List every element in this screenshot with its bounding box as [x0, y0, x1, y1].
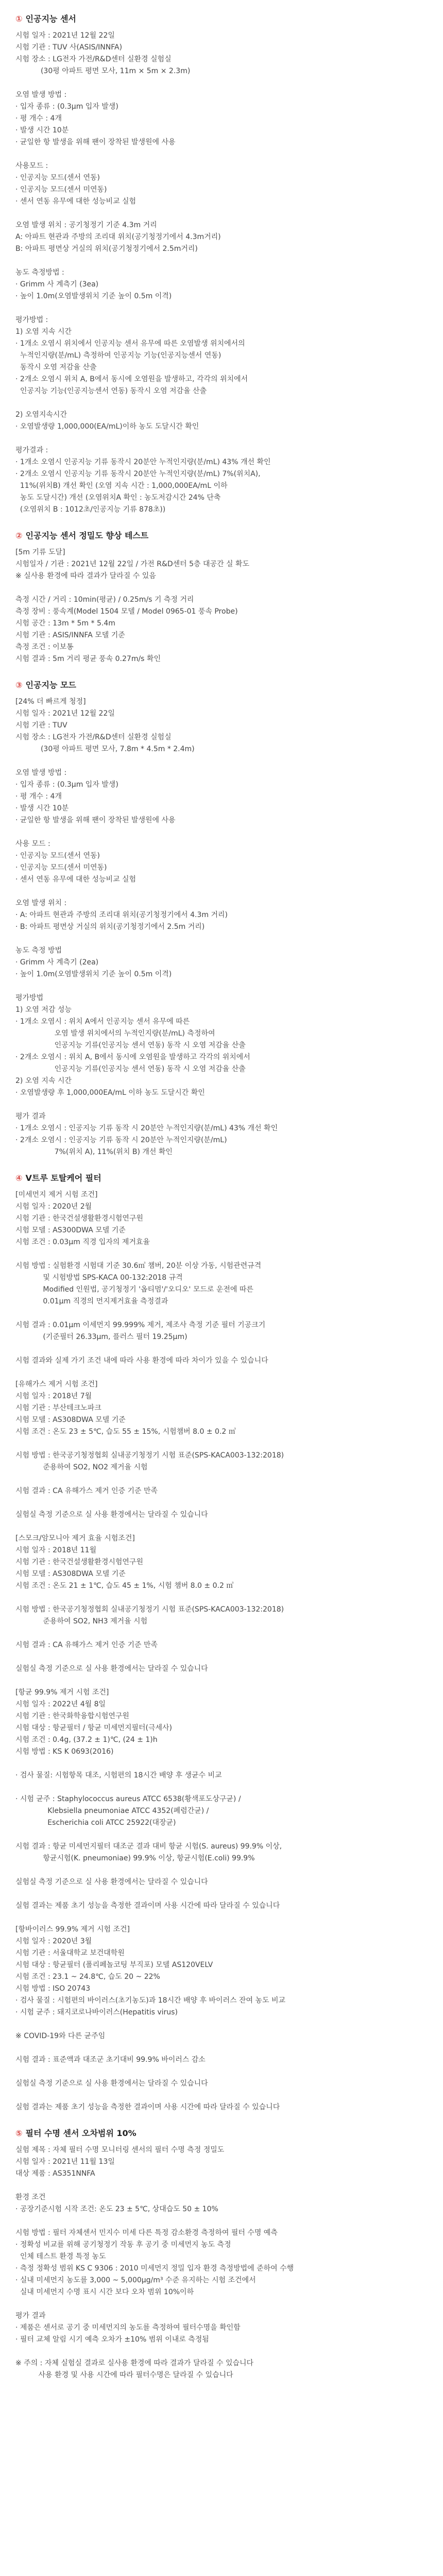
spec-line: 시험 대상 : 항균필터 (폴리페놀코팅 부직포) 모델 AS120VELV — [15, 1961, 213, 1969]
spec-line — [15, 1438, 428, 1450]
spec-line: · 검사 물질 : 시험편의 바이러스(초기농도)과 18시간 배양 후 바이러스 잔여 농도 비교 — [15, 1996, 286, 2005]
spec-line: · 2개소 오염시 : 위치 A, B에서 동시에 오염원을 발생하고 각각의 위치에서 — [15, 1053, 250, 1061]
spec-line — [15, 826, 428, 838]
spec-line: · 오염발생량 1,000,000(EA/mL)이하 농도 도달시간 확인 — [15, 422, 199, 431]
spec-line: 1) 오염 지속 시간 — [15, 328, 72, 336]
spec-line: · 정확성 비교를 위해 공기청정기 작동 후 공기 중 미세먼지 농도 측정 — [15, 2241, 231, 2249]
section-title — [15, 2127, 428, 2140]
spec-line: 시험 방법 : 한국공기청정협회 실내공기청정기 시험 표준(SPS-KACA003-132:2018) — [15, 1605, 284, 1614]
spec-line: · Grimm 사 계측기 (3ea) — [15, 280, 99, 289]
section-filter — [15, 1172, 428, 2113]
spec-line: · 시험 균주 : Staphylococcus aureus ATCC 6538(황색포도상구균) / — [15, 1795, 241, 1803]
spec-line: 시험 일자 : 2018년 7월 — [15, 1392, 92, 1400]
spec-line: · 인공지능 모드(센서 미연동) — [15, 185, 107, 194]
spec-line — [15, 1367, 428, 1379]
spec-line: · Grimm 사 계측기 (2ea) — [15, 958, 99, 967]
spec-line — [15, 2298, 428, 2310]
spec-line: · 평 개수 : 4개 — [15, 114, 62, 123]
spec-line — [15, 1628, 428, 1639]
section-title-text: V트루 토탈케어 필터 — [25, 1173, 101, 1183]
spec-line — [15, 582, 428, 594]
spec-line: 시험 방법 : ISO 20743 — [15, 1985, 91, 1993]
spec-line: 시험 일자 : 2021년 12월 22일 — [15, 709, 115, 718]
spec-line: 시험 장소 : LG전자 가전/R&D센터 실환경 실험실 — [15, 733, 172, 741]
spec-line: 실험실 측정 기준으로 실 사용 환경에서는 달라질 수 있습니다 — [15, 1878, 208, 1886]
section-body — [15, 1189, 428, 2113]
spec-line — [15, 1758, 428, 1770]
spec-line: (30평 아파트 평면 모사, 11m × 5m × 2.3m) — [15, 67, 191, 75]
spec-line: 7%(위치 A), 11%(위치 B) 개선 확인 — [15, 1148, 173, 1156]
spec-line — [15, 1829, 428, 1841]
spec-line: [항바이러스 99.9% 제거 시험 조건] — [15, 1925, 130, 1934]
section-title — [15, 1172, 428, 1185]
section-number: ② — [15, 531, 23, 540]
spec-line: · B: 아파트 평면상 거실의 위치(공기청정기에서 2.5m 거리) — [15, 923, 205, 931]
spec-line: · 인공지능 모드(센서 미연동) — [15, 863, 107, 872]
spec-line: 시험 조건 : 0.03μm 직경 입자의 제거효율 — [15, 1238, 150, 1246]
spec-line: 실험 제목 : 자체 필터 수명 모니터링 센서의 필터 수명 측정 정밀도 — [15, 2146, 225, 2154]
spec-line: 시험 방법 : 필터 자체센서 민지수 미세 다른 특정 감소환경 측정하여 필터 수명 예측 — [15, 2229, 278, 2237]
spec-line: 사용 환경 및 사용 시간에 따라 필터수명은 달라질 수 있습니다 — [15, 2371, 233, 2379]
spec-line: 2) 오염 지속 시간 — [15, 1077, 72, 1085]
spec-line: 시험 일자 : 2021년 12월 22일 — [15, 31, 115, 40]
spec-line — [15, 933, 428, 945]
spec-line — [15, 1912, 428, 1924]
spec-line: 시험 결과 : 표준액과 대조군 초기대비 99.9% 바이러스 감소 — [15, 2056, 206, 2064]
spec-line — [15, 2180, 428, 2192]
spec-line: 시험 결과 : 5m 거리 평균 풍속 0.27m/s 확인 — [15, 655, 161, 663]
spec-line: 측정 장비 : 풍속계(Model 1504 모델 / Model 0965-01 풍속 Probe) — [15, 607, 238, 616]
spec-line: 농도 측정방법 : — [15, 268, 64, 277]
spec-line: ※ COVID-19와 다른 균주임 — [15, 2032, 106, 2040]
section-title — [15, 529, 428, 543]
spec-line: 농도 측정 방법 — [15, 946, 62, 955]
spec-line: 시험 조건 : 온도 23 ± 5℃, 습도 55 ± 15%, 시험챔버 8.0 ± 0.2 ㎥ — [15, 1428, 236, 1436]
spec-line: 실험 결과는 제품 초기 성능을 측정한 결과이며 사용 시간에 따라 달라질 수 있습니다 — [15, 2103, 280, 2111]
spec-line: · 2개소 오염시 위치 A, B에서 동시에 오염원을 발생하고, 각각의 위치에서 — [15, 375, 248, 383]
spec-line: 시험 결과 : CA 유해가스 제거 인증 기준 만족 — [15, 1641, 158, 1649]
spec-line: 준용하여 SO2, NH3 제거율 시험 — [15, 1617, 148, 1625]
spec-line — [15, 397, 428, 409]
spec-line: 시험 기관 : TUV — [15, 721, 67, 730]
spec-line — [15, 1497, 428, 1509]
spec-line: 시험 일자 : 2018년 11월 — [15, 1546, 97, 1554]
spec-line: · 발생 시간 10분 — [15, 804, 69, 812]
spec-line — [15, 1865, 428, 1876]
spec-line: 인공지능 기류(인공지능 센서 연동) 동작 시 오염 저감율 산출 — [15, 1041, 246, 1049]
spec-line — [15, 2019, 428, 2030]
spec-line: 실험실 측정 기준으로 실 사용 환경에서는 달라질 수 있습니다 — [15, 1665, 208, 1673]
spec-line: 환경 조건 — [15, 2193, 46, 2201]
spec-line: 인체 테스트 환경 특정 농도 — [15, 2252, 106, 2261]
spec-line: 평가방법 : — [15, 316, 48, 324]
spec-line: · 2개소 오염시 : 인공지능 기류 동작 시 20분안 누적인지량(분/mL) — [15, 1136, 227, 1144]
spec-line: 시험 기관 : TUV 사(ASIS/INNFA) — [15, 43, 123, 52]
spec-line: 시험일자 / 기관 : 2021년 12월 22일 / 가전 R&D센터 5층 대공간 실 확도 — [15, 560, 250, 568]
spec-line: · 센서 연동 유무에 대한 성능비교 실험 — [15, 875, 137, 884]
spec-line: · 검사 물질: 시험항목 대조, 시험편의 18시간 배양 후 생균수 비교 — [15, 1771, 222, 1780]
spec-line — [15, 433, 428, 445]
spec-line — [15, 255, 428, 267]
spec-line — [15, 755, 428, 767]
spec-line: 실험실 측정 기준으로 실 사용 환경에서는 달라질 수 있습니다 — [15, 1511, 208, 1519]
spec-line: 시험 일자 : 2020년 3월 — [15, 1937, 92, 1945]
spec-line: 시험 조건 : 온도 21 ± 1℃, 습도 45 ± 1%, 시험 챔버 8.0 ± 0.2 ㎥ — [15, 1582, 234, 1590]
section-number: ① — [15, 14, 23, 24]
spec-line: [유해가스 제거 시험 조건] — [15, 1380, 98, 1388]
section-filter-life — [15, 2127, 428, 2381]
spec-line: 시험 일자 : 2021년 11월 13일 — [15, 2158, 115, 2166]
spec-line: (30평 아파트 평면 모사, 7.8m * 4.5m * 2.4m) — [15, 745, 195, 753]
spec-line: 평가 결과 — [15, 1112, 46, 1121]
section-body — [15, 696, 428, 1158]
spec-line — [15, 1675, 428, 1687]
section-title-text: 인공지능 센서 — [25, 14, 76, 24]
spec-line: · 필터 교체 알림 시기 예측 오차가 ±10% 범위 이내로 측정됨 — [15, 2335, 209, 2344]
spec-line: 시험 방법 : KS K 0693(2016) — [15, 1748, 114, 1756]
spec-line: 시험 결과 : 항균 미세먼지필터 대조군 결과 대비 항균 시험(S. aureus) 99.9% 이상, — [15, 1842, 282, 1851]
spec-line — [15, 1592, 428, 1604]
section-body — [15, 30, 428, 516]
spec-line: [미세먼지 제거 시험 조건] — [15, 1191, 98, 1199]
spec-line: 시험 공간 : 13m * 5m * 5.4m — [15, 619, 115, 628]
spec-line: [5m 기류 도달] — [15, 548, 65, 556]
spec-line: 실험 결과는 제품 초기 성능을 측정한 결과이며 사용 시간에 따라 달라질 수 있습니다 — [15, 1902, 280, 1910]
section-title-text: 필터 수명 센서 오차범위 10% — [25, 2128, 137, 2138]
spec-line: 평가방법 — [15, 994, 44, 1002]
spec-line: 측정 시간 / 거리 : 10min(평균) / 0.25m/s 기 측정 거리 — [15, 596, 194, 604]
spec-line — [15, 2215, 428, 2227]
spec-line: 동작시 오염 저감율 산출 — [15, 363, 97, 371]
spec-line: (기준필터 26.33μm, 플러스 필터 19.25μm) — [15, 1333, 188, 1341]
spec-line: [항균 99.9% 제거 시험 조건] — [15, 1688, 109, 1697]
spec-line: 오염 발생 위치 : 공기청정기 기준 4.3m 거리 — [15, 221, 157, 229]
spec-line: · 입자 종류 : (0.3μm 입자 발생) — [15, 781, 118, 789]
spec-line: 인공지능 기류(인공지능 센서 연동) 동작 시 오염 저감율 산출 — [15, 1065, 246, 1073]
spec-line: · 1개소 오염시 위치에서 인공지능 센서 유무에 따른 오염발생 위치에서의 — [15, 340, 245, 348]
spec-line: Modified 인원법, 공기청정기 '옵티멈'/'오디오' 모드로 운전에 따른 — [15, 1285, 253, 1294]
spec-line: 1) 오염 저감 성능 — [15, 1006, 72, 1014]
spec-line: 시험 기관 : 부산테크노파크 — [15, 1404, 101, 1412]
spec-line: 시험 방법 : 한국공기청정협회 실내공기청정기 시험 표준(SPS-KACA003-132:2018) — [15, 1451, 284, 1460]
spec-line: 오염 발생 방법 : — [15, 769, 67, 777]
spec-line: 시험 결과 : CA 유해가스 제거 인증 기준 만족 — [15, 1487, 158, 1495]
spec-line — [15, 1248, 428, 1260]
spec-line: 실험실 측정 기준으로 실 사용 환경에서는 달라질 수 있습니다 — [15, 2079, 208, 2088]
spec-line: 시험 모델 : AS300DWA 모델 기준 — [15, 1226, 126, 1234]
spec-line: 오염 발생 위치 : — [15, 899, 67, 907]
spec-line: 및 시험방법 SPS-KACA 00-132:2018 규격 — [15, 1274, 183, 1282]
spec-line: · 1개소 오염시 인공지능 기류 동작시 20분안 누적인지량(분/mL) 43% 개선 확인 — [15, 458, 271, 466]
spec-line — [15, 1308, 428, 1319]
spec-line: 측정 조건 : 이보통 — [15, 643, 74, 651]
spec-line: 시험 결과와 실제 가기 조건 내에 따라 사용 환경에 따라 차이가 있을 수 있습니다 — [15, 1357, 268, 1365]
spec-line: · 발생 시간 10분 — [15, 126, 69, 134]
spec-line — [15, 2090, 428, 2102]
section-title-text: 인공지능 모드 — [25, 680, 76, 690]
spec-line: · 균일한 항 발생을 위해 팬이 장착된 발생원에 사용 — [15, 138, 176, 146]
spec-line: 실내 미세먼지 수명 표시 시간 보다 오차 범위 10%이하 — [15, 2288, 194, 2296]
spec-line: 시험 조건 : 23.1 ~ 24.8℃, 습도 20 ~ 22% — [15, 1973, 160, 1981]
spec-line: 2) 오염지속시간 — [15, 411, 67, 419]
spec-line — [15, 980, 428, 992]
spec-line — [15, 77, 428, 89]
section-number: ③ — [15, 680, 23, 690]
spec-line: 시험 기관 : 서울대학교 보건대학원 — [15, 1949, 125, 1957]
spec-line: · 2개소 오염시 인공지능 기류 동작시 20분안 누적인지량(분/mL) 7%(위치A), — [15, 470, 261, 478]
section-title-text: 인공지능 센서 정밀도 향상 테스트 — [25, 531, 149, 540]
spec-line: ※ 실사용 환경에 따라 결과가 달라질 수 있음 — [15, 572, 156, 580]
spec-line: 사용 모드 : — [15, 840, 50, 848]
spec-line: · 공장기준시험 시작 조건: 온도 23 ± 5℃, 상대습도 50 ± 10% — [15, 2205, 218, 2213]
section-ai-mode — [15, 679, 428, 1158]
spec-line: 11%(위치B) 개선 확인 (오염 지속 시간 : 1,000,000EA/mL 이하 — [15, 482, 228, 490]
spec-line: · 오염발생량 후 1,000,000EA/mL 이하 농도 도달시간 확인 — [15, 1089, 205, 1097]
spec-line — [15, 1473, 428, 1485]
spec-line: Escherichia coli ATCC 25922(대장균) — [15, 1819, 176, 1827]
spec-line: · 높이 1.0m(오염발생위치 기준 높이 0.5m 이격) — [15, 970, 172, 978]
spec-line: · 측정 정확성 범위 KS C 9306 : 2010 미세먼지 정밀 입자 환경 측정방법에 준하여 수행 — [15, 2264, 294, 2273]
spec-line — [15, 1343, 428, 1355]
spec-line: 시험 대상 : 항균필터 / 항균 미세먼지필터(극세사) — [15, 1724, 173, 1732]
spec-line: · 평 개수 : 4개 — [15, 792, 62, 801]
spec-line: 0.01μm 직경의 먼지제거효율 측정결과 — [15, 1297, 168, 1306]
spec-line: 누적인지량(분/mL) 측정하여 인공지능 기능(인공지능센서 연동) — [15, 351, 222, 360]
section-body — [15, 547, 428, 665]
section-airflow — [15, 529, 428, 665]
spec-line: [24% 더 빠르게 청정] — [15, 698, 86, 706]
spec-line: 시험 기관 : 한국화학융합시험연구원 — [15, 1712, 129, 1720]
spec-line — [15, 148, 428, 160]
spec-line: Klebsiella pneumoniae ATCC 4352(폐렴간균) / — [15, 1807, 209, 1815]
spec-line — [15, 302, 428, 314]
spec-line: · 제품은 센서로 공기 중 미세먼지의 농도를 측정하여 필터수명을 확인함 — [15, 2324, 241, 2332]
spec-line: 시험 조건 : 0.4g, (37.2 ± 1)℃, (24 ± 1)h — [15, 1736, 158, 1744]
spec-line: 오염 발생 방법 : — [15, 91, 67, 99]
spec-line: 시험 기관 : ASIS/INNFA 모델 기준 — [15, 631, 125, 639]
spec-line: · 시험 균주 : 돼지코로나바이러스(Hepatitis virus) — [15, 2008, 178, 2016]
spec-line: [스모크/암모니아 제거 효율 시험조건] — [15, 1534, 135, 1543]
section-number: ④ — [15, 1173, 23, 1183]
spec-line: 시험 기관 : 한국건설생활환경시험연구원 — [15, 1214, 143, 1223]
spec-line: · 1개소 오염시 : 인공지능 기류 동작 시 20분안 누적인지량(분/mL) 43% 개선 확인 — [15, 1124, 278, 1132]
spec-line: · A: 아파트 현관과 주방의 조리대 위치(공기청정기에서 4.3m 거리) — [15, 911, 228, 919]
spec-line — [15, 1888, 428, 1900]
spec-line: 시험 모델 : AS308DWA 모델 기준 — [15, 1570, 126, 1578]
spec-line: 항균시험(K. pneumoniae) 99.9% 이상, 항균시험(E.coli) 99.9% — [15, 1854, 255, 1862]
spec-line: B: 아파트 평면상 거실의 위치(공기청정기에서 2.5m거리) — [15, 245, 198, 253]
spec-line — [15, 208, 428, 219]
spec-line: · 실내 미세먼지 농도를 3,000 ~ 5,000μg/m³ 수준 유지하는 시험 조건에서 — [15, 2276, 256, 2284]
spec-line — [15, 2346, 428, 2358]
spec-line: 대상 제품 : AS351NNFA — [15, 2170, 95, 2178]
spec-line — [15, 2066, 428, 2078]
spec-line — [15, 1099, 428, 1111]
section-number: ⑤ — [15, 2128, 23, 2138]
section-ai-sensor — [15, 12, 428, 516]
spec-line — [15, 1782, 428, 1793]
spec-line: 농도 도달시간) 개선 (오염위치A 확인 : 농도저감시간 24% 단축 — [15, 494, 221, 502]
spec-line — [15, 1651, 428, 1663]
spec-line: 오염 발생 위치에서의 누적인지량(분/mL) 측정하여 — [15, 1029, 215, 1038]
spec-line — [15, 886, 428, 897]
spec-line: 평가 결과 — [15, 2312, 46, 2320]
spec-line: 시험 모델 : AS308DWA 모델 기준 — [15, 1416, 126, 1424]
spec-line: 시험 기관 : 한국건설생활환경시험연구원 — [15, 1558, 143, 1566]
spec-line: ※ 주의 : 자체 실험실 결과로 실사용 환경에 따라 결과가 달라질 수 있습니다 — [15, 2359, 254, 2367]
spec-line — [15, 2042, 428, 2054]
spec-line: (오염위치 B : 1012초/인공지능 기류 878초)) — [15, 505, 166, 514]
section-body — [15, 2144, 428, 2381]
spec-line: 인공지능 기능(인공지능센서 연동) 동작시 오염 저감율 산출 — [15, 387, 207, 395]
section-title — [15, 12, 428, 26]
spec-line: A: 아파트 현관과 주방의 조리대 위치(공기청정기에서 4.3m거리) — [15, 233, 221, 241]
spec-line: · 인공지능 모드(센서 연동) — [15, 174, 100, 182]
spec-line: 평가결과 : — [15, 446, 48, 454]
spec-line: 시험 결과 : 0.01μm 이세먼지 99.999% 제거, 제조사 측정 기준 필터 기공크기 — [15, 1321, 266, 1329]
spec-line — [15, 1521, 428, 1533]
spec-line: · 높이 1.0m(오염발생위치 기준 높이 0.5m 이격) — [15, 292, 172, 300]
spec-line: · 인공지능 모드(센서 연동) — [15, 852, 100, 860]
spec-line: 준용하여 SO2, NO2 제거율 시험 — [15, 1463, 148, 1471]
spec-line: · 1개소 오염시 : 위치 A에서 인공지능 센서 유무에 따른 — [15, 1018, 190, 1026]
spec-line: 시험 장소 : LG전자 가전/R&D센터 실환경 실험실 — [15, 55, 172, 63]
spec-line: 사용모드 : — [15, 162, 48, 170]
spec-line: 시험 방법 : 실험환경 시험대 기준 30.6㎥ 챔버, 20분 이상 가동, 시험관련규격 — [15, 1262, 262, 1270]
spec-line: · 센서 연동 유무에 대한 성능비교 실험 — [15, 197, 137, 206]
section-title — [15, 679, 428, 692]
spec-line: · 입자 종류 : (0.3μm 입자 발생) — [15, 103, 118, 111]
spec-line: 시험 일자 : 2022년 4월 8일 — [15, 1700, 106, 1708]
spec-line: 시험 일자 : 2020년 2월 — [15, 1202, 92, 1211]
spec-line: · 균일한 항 발생을 위해 팬이 장착된 발생원에 사용 — [15, 816, 176, 824]
